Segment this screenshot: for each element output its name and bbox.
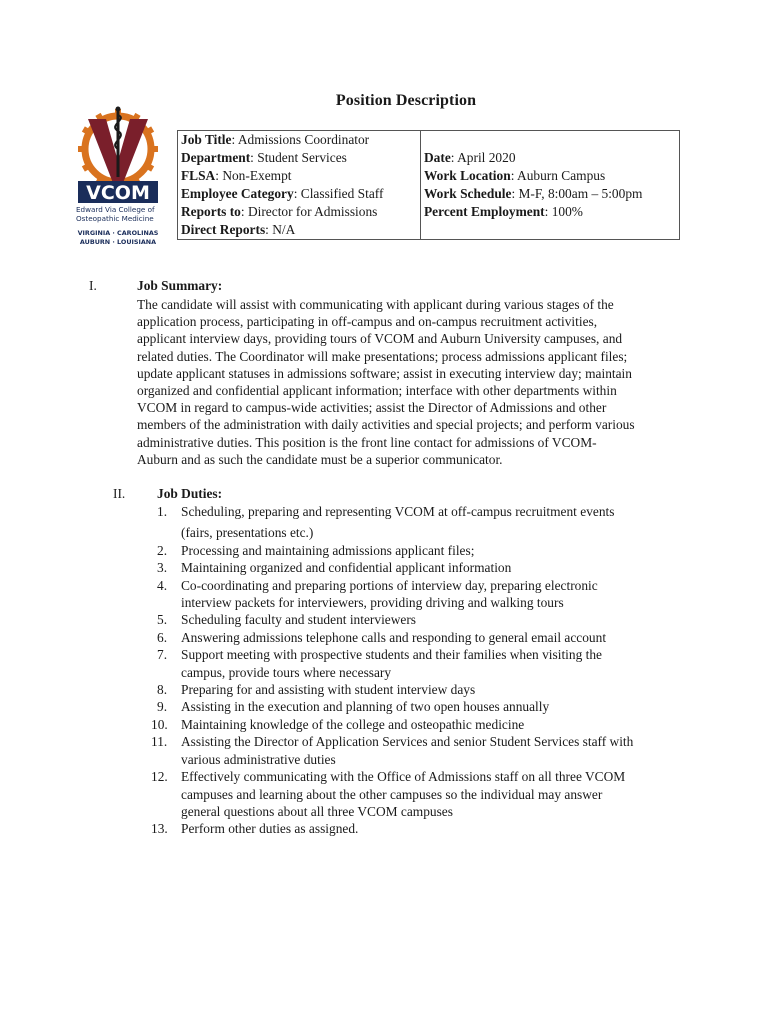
list-item-line: Preparing for and assisting with student interview days <box>181 682 476 698</box>
list-item-number: 5. <box>157 612 168 628</box>
list-item-line: (fairs, presentations etc.) <box>181 525 314 541</box>
logo-wordmark: VCOM <box>86 182 150 204</box>
list-item-line: Maintaining organized and confidential applicant information <box>181 560 512 576</box>
list-item-line: general questions about all three VCOM campuses <box>181 803 453 819</box>
work-location-cell: Work Location: Auburn Campus <box>421 167 680 185</box>
department-cell: Department: Student Services <box>178 149 421 167</box>
empty-cell <box>421 131 680 150</box>
logo-subtitle-2: Osteopathic Medicine <box>76 214 154 223</box>
summary-line: application process, participating in off-campus and on-campus recruitment activities, <box>137 314 598 330</box>
list-item-line: Co-coordinating and preparing portions of interview day, preparing electronic <box>181 577 598 593</box>
flsa-cell: FLSA: Non-Exempt <box>178 167 421 185</box>
list-item-text <box>181 577 677 612</box>
list-item-number: 2. <box>157 542 168 558</box>
list-item-line: various administrative duties <box>181 751 336 767</box>
table-row <box>178 221 680 240</box>
list-item-line: Answering admissions telephone calls and responding to general email account <box>181 629 607 645</box>
list-item-text <box>181 768 677 820</box>
list-item-line: Perform other duties as assigned. <box>181 821 359 837</box>
summary-line: administrative duties. This position is the front line contact for admissions of VCOM- <box>137 434 597 450</box>
list-item-line: Assisting in the execution and planning of two open houses annually <box>181 699 550 715</box>
list-item-number: 12. <box>151 769 168 785</box>
list-item-text <box>181 629 677 646</box>
logo-locations-1: VIRGINIA · CAROLINAS <box>77 229 159 237</box>
list-item <box>157 542 677 559</box>
list-item <box>157 681 677 698</box>
list-item-text <box>181 646 677 681</box>
list-item <box>151 768 677 820</box>
job-summary-text <box>137 296 682 468</box>
list-item-line: Scheduling, preparing and representing VCOM at off-campus recruitment events <box>181 504 615 519</box>
empty-cell <box>421 221 680 240</box>
list-item-text <box>181 503 677 542</box>
summary-line: VCOM in regard to campus-wide activities; assist the Director of Admissions and other <box>137 400 607 416</box>
list-item-text <box>181 681 677 698</box>
list-item-number: 3. <box>157 560 168 576</box>
list-item <box>157 559 677 576</box>
table-row <box>178 149 680 167</box>
list-item-text <box>181 733 677 768</box>
summary-line: organized and confidential applicant information; interface with other departments within <box>137 383 617 399</box>
list-item <box>157 611 677 628</box>
list-item-line: campuses and learning about the other campuses so the individual may answer <box>181 786 603 802</box>
job-duties-list <box>151 503 677 838</box>
table-row <box>178 203 680 221</box>
list-item-number: 9. <box>157 699 168 715</box>
summary-line: applicant interview days, providing tours of VCOM and Auburn University campuses, and <box>137 331 623 347</box>
summary-line: Auburn and as such the candidate must be a superior communicator. <box>137 451 503 467</box>
list-item <box>157 577 677 612</box>
table-row <box>178 167 680 185</box>
list-item-line: interview packets for interviewers, providing driving and walking tours <box>181 595 564 611</box>
list-item-line: Effectively communicating with the Office of Admissions staff on all three VCOM <box>181 769 626 785</box>
position-info-table <box>177 130 680 240</box>
list-item-text <box>181 559 677 576</box>
job-duties-heading: Job Duties: <box>157 486 223 501</box>
employee-category-cell: Employee Category: Classified Staff <box>178 185 421 203</box>
summary-line: update applicant statuses in admissions software; assist in executing interview day; maintain <box>137 365 632 381</box>
list-item <box>157 698 677 715</box>
list-item-text <box>181 611 677 628</box>
list-item-text <box>181 716 677 733</box>
work-schedule-cell: Work Schedule: M-F, 8:00am – 5:00pm <box>421 185 680 203</box>
logo-locations-2: AUBURN · LOUISIANA <box>79 238 157 246</box>
table-row <box>178 131 680 150</box>
list-item <box>151 716 677 733</box>
list-item <box>157 646 677 681</box>
list-item <box>157 503 677 542</box>
list-item-number: 4. <box>157 577 168 593</box>
reports-to-cell: Reports to: Director for Admissions <box>178 203 421 221</box>
logo-subtitle-1: Edward Via College of <box>76 205 155 214</box>
job-summary-heading: Job Summary: <box>137 278 223 293</box>
section-numeral-1: I. <box>89 278 97 293</box>
summary-line: The candidate will assist with communicating with applicant during various stages of the <box>137 297 614 312</box>
summary-line: related duties. The Coordinator will make presentations; process admissions applicant files; <box>137 348 628 364</box>
date-cell: Date: April 2020 <box>421 149 680 167</box>
table-row <box>178 185 680 203</box>
list-item-line: Scheduling faculty and student interviewers <box>181 612 417 628</box>
list-item-number: 11. <box>151 734 168 750</box>
list-item-number: 10. <box>151 716 168 732</box>
direct-reports-cell: Direct Reports: N/A <box>178 221 421 240</box>
list-item <box>151 733 677 768</box>
list-item <box>157 629 677 646</box>
list-item-number: 7. <box>157 647 168 663</box>
list-item-text <box>181 542 677 559</box>
list-item-text <box>181 698 677 715</box>
list-item-line: Assisting the Director of Application Services and senior Student Services staff with <box>181 734 634 750</box>
list-item <box>151 820 677 837</box>
percent-employment-cell: Percent Employment: 100% <box>421 203 680 221</box>
list-item-number: 6. <box>157 629 168 645</box>
list-item-number: 13. <box>151 821 168 837</box>
job-title-cell: Job Title: Admissions Coordinator <box>178 131 421 150</box>
list-item-line: Processing and maintaining admissions applicant files; <box>181 542 475 558</box>
list-item-number: 1. <box>157 504 168 519</box>
summary-line: members of the administration with daily activities and special projects; and perform various <box>137 417 635 433</box>
section-numeral-2: II. <box>113 486 126 501</box>
list-item-line: Maintaining knowledge of the college and osteopathic medicine <box>181 716 525 732</box>
list-item-line: campus, provide tours where necessary <box>181 664 392 680</box>
page-title: Position Description <box>335 92 477 109</box>
list-item-number: 8. <box>157 682 168 698</box>
list-item-text <box>181 820 677 837</box>
list-item-line: Support meeting with prospective students and their families when visiting the <box>181 647 602 663</box>
